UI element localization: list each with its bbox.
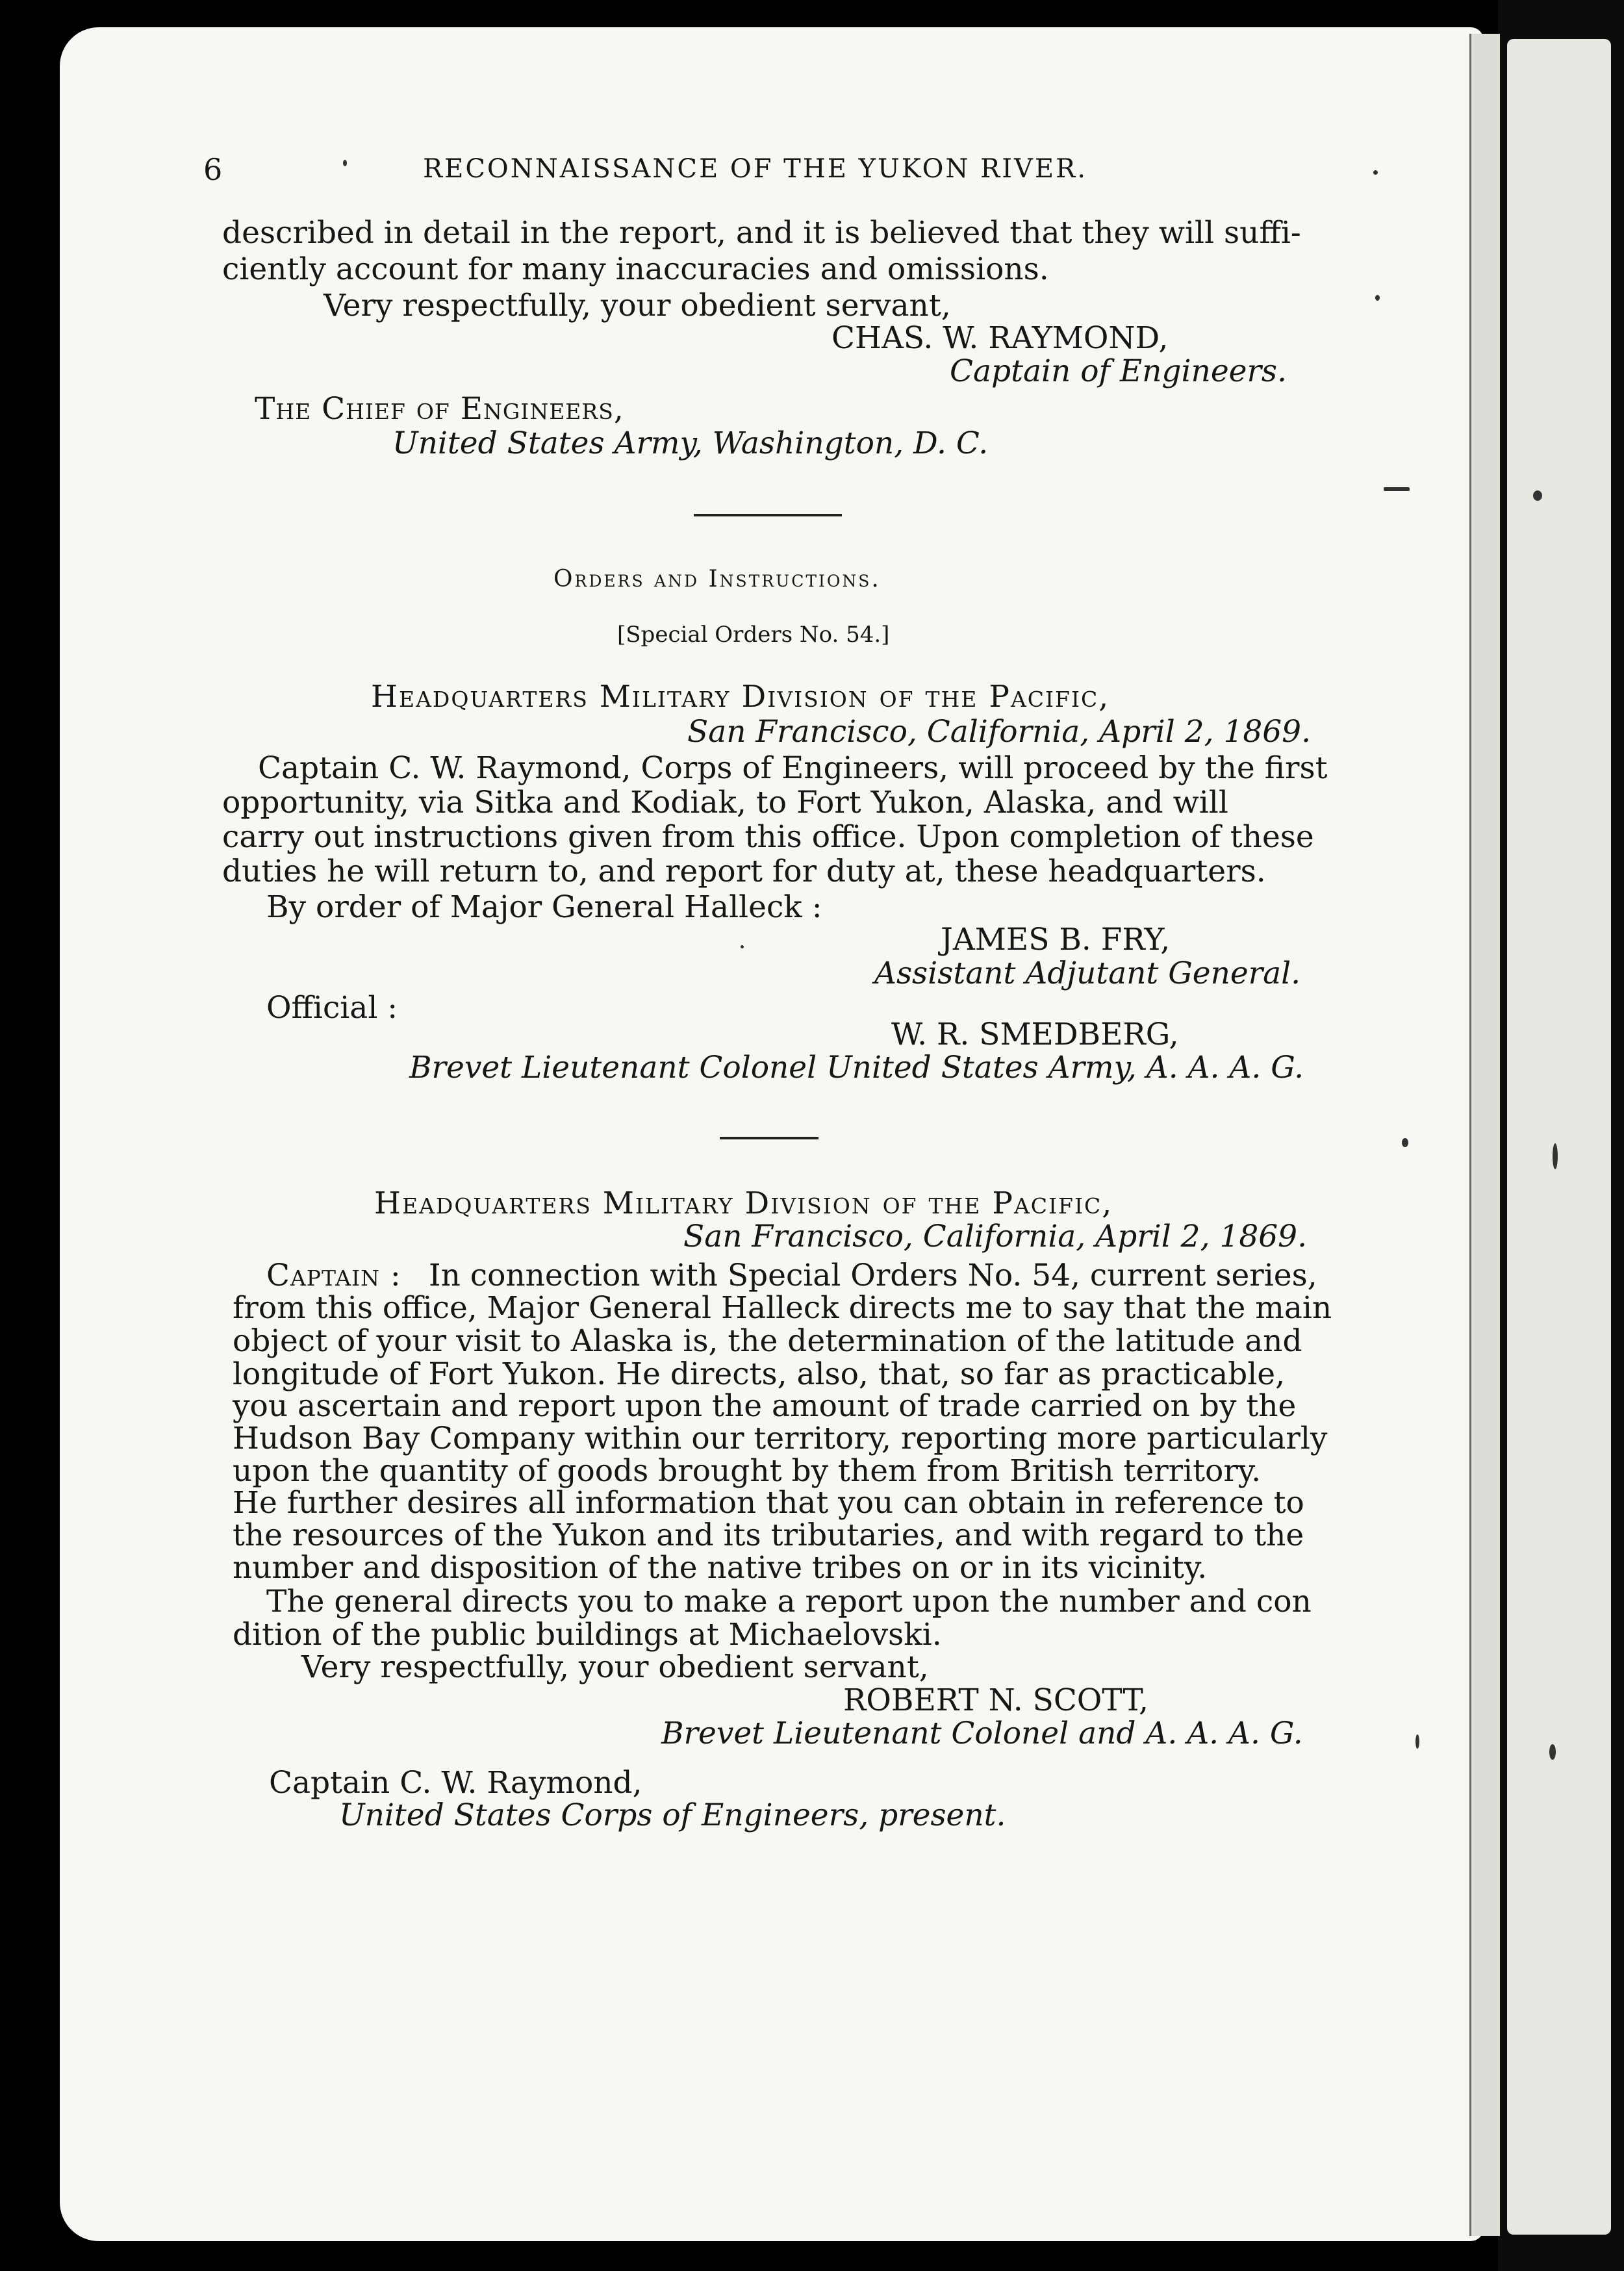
orders-line-2: opportunity, via Sitka and Kodiak, to Fort Yukon, Alaska, and will: [222, 785, 1228, 820]
letter2-line-8: He further desires all information that you can obtain in reference to: [233, 1485, 1304, 1521]
scan-speck: [1373, 170, 1378, 175]
official-label: Official :: [266, 990, 398, 1026]
scan-mark: [1553, 1143, 1558, 1169]
letter-line-2: ciently account for many inaccuracies and omissions.: [222, 251, 1049, 287]
official-signer: W. R. SMEDBERG,: [891, 1017, 1179, 1052]
orders-hq: Headquarters Military Division of the Pacific,: [371, 679, 1110, 715]
book-spine: [1469, 34, 1500, 2236]
letter2-line-7: upon the quantity of goods brought by them from British territory.: [233, 1453, 1262, 1489]
letter2-place-date: San Francisco, California, April 2, 1869.: [683, 1219, 1308, 1254]
letter-addressee-1: The Chief of Engineers,: [255, 391, 624, 427]
scan-mark: [1415, 1734, 1419, 1749]
letter-closing: Very respectfully, your obedient servant,: [324, 288, 951, 324]
letter2-line-4: longitude of Fort Yukon. He directs, also, that, so far as practicable,: [233, 1356, 1286, 1392]
letter2-addressee-1: Captain C. W. Raymond,: [269, 1765, 642, 1801]
letter2-salutation: Captain :: [266, 1258, 401, 1293]
orders-signer: JAMES B. FRY,: [941, 922, 1171, 958]
section-divider: [694, 514, 842, 516]
page-number: 6: [203, 152, 223, 187]
orders-signer-title: Assistant Adjutant General.: [874, 956, 1301, 991]
facing-page-edge: [1507, 39, 1611, 2235]
letter2-line-9: the resources of the Yukon and its tributaries, and with regard to the: [233, 1517, 1304, 1553]
scan-mark: [1549, 1744, 1556, 1760]
letter-line-1: described in detail in the report, and it is believed that they will suffi-: [222, 215, 1301, 251]
letter2-line-12: dition of the public buildings at Michaelovski.: [233, 1617, 942, 1653]
letter2-title: Brevet Lieutenant Colonel and A. A. A. G.: [661, 1716, 1303, 1751]
scan-mark: [1533, 490, 1542, 501]
letter2-line-2: from this office, Major General Halleck directs me to say that the main: [233, 1290, 1332, 1326]
orders-heading: Orders and Instructions.: [553, 566, 881, 592]
letter2-line-11: The general directs you to make a report upon the number and con: [266, 1584, 1312, 1619]
scan-speck: [1375, 295, 1380, 301]
letter-title: Captain of Engineers.: [950, 353, 1287, 389]
letter2-line-3: object of your visit to Alaska is, the determination of the latitude and: [233, 1323, 1302, 1359]
letter2-hq: Headquarters Military Division of the Pacific,: [374, 1186, 1113, 1221]
orders-by-order: By order of Major General Halleck :: [266, 889, 822, 925]
scan-speck: [1402, 1138, 1408, 1147]
letter2-line-1: In connection with Special Orders No. 54, current series,: [429, 1258, 1317, 1293]
letter2-line-10: number and disposition of the native tribes on or in its vicinity.: [233, 1550, 1208, 1586]
letter2-line-5: you ascertain and report upon the amount of trade carried on by the: [233, 1388, 1297, 1424]
orders-line-3: carry out instructions given from this office. Upon completion of these: [222, 819, 1314, 855]
letter2-addressee-2: United States Corps of Engineers, present.: [339, 1797, 1006, 1833]
running-title: RECONNAISSANCE OF THE YUKON RIVER.: [423, 154, 1087, 184]
scan-speck: [343, 160, 347, 166]
letter2-closing: Very respectfully, your obedient servant,: [301, 1649, 929, 1685]
section-divider-2: [720, 1137, 818, 1139]
special-orders-number: [Special Orders No. 54.]: [617, 622, 890, 648]
scan-mark: [1384, 487, 1410, 491]
scan-speck: [741, 945, 744, 948]
letter2-line-6: Hudson Bay Company within our territory, reporting more particularly: [233, 1421, 1328, 1456]
letter-addressee-2: United States Army, Washington, D. C.: [392, 425, 989, 461]
letter2-signature: ROBERT N. SCOTT,: [843, 1682, 1148, 1718]
orders-place-date: San Francisco, California, April 2, 1869.: [687, 714, 1312, 750]
orders-line-1: Captain C. W. Raymond, Corps of Engineers, will proceed by the first: [258, 750, 1328, 786]
orders-line-4: duties he will return to, and report for duty at, these headquarters.: [222, 854, 1266, 889]
letter-signature: CHAS. W. RAYMOND,: [831, 320, 1169, 356]
official-title: Brevet Lieutenant Colonel United States Army, A. A. A. G.: [409, 1050, 1304, 1085]
